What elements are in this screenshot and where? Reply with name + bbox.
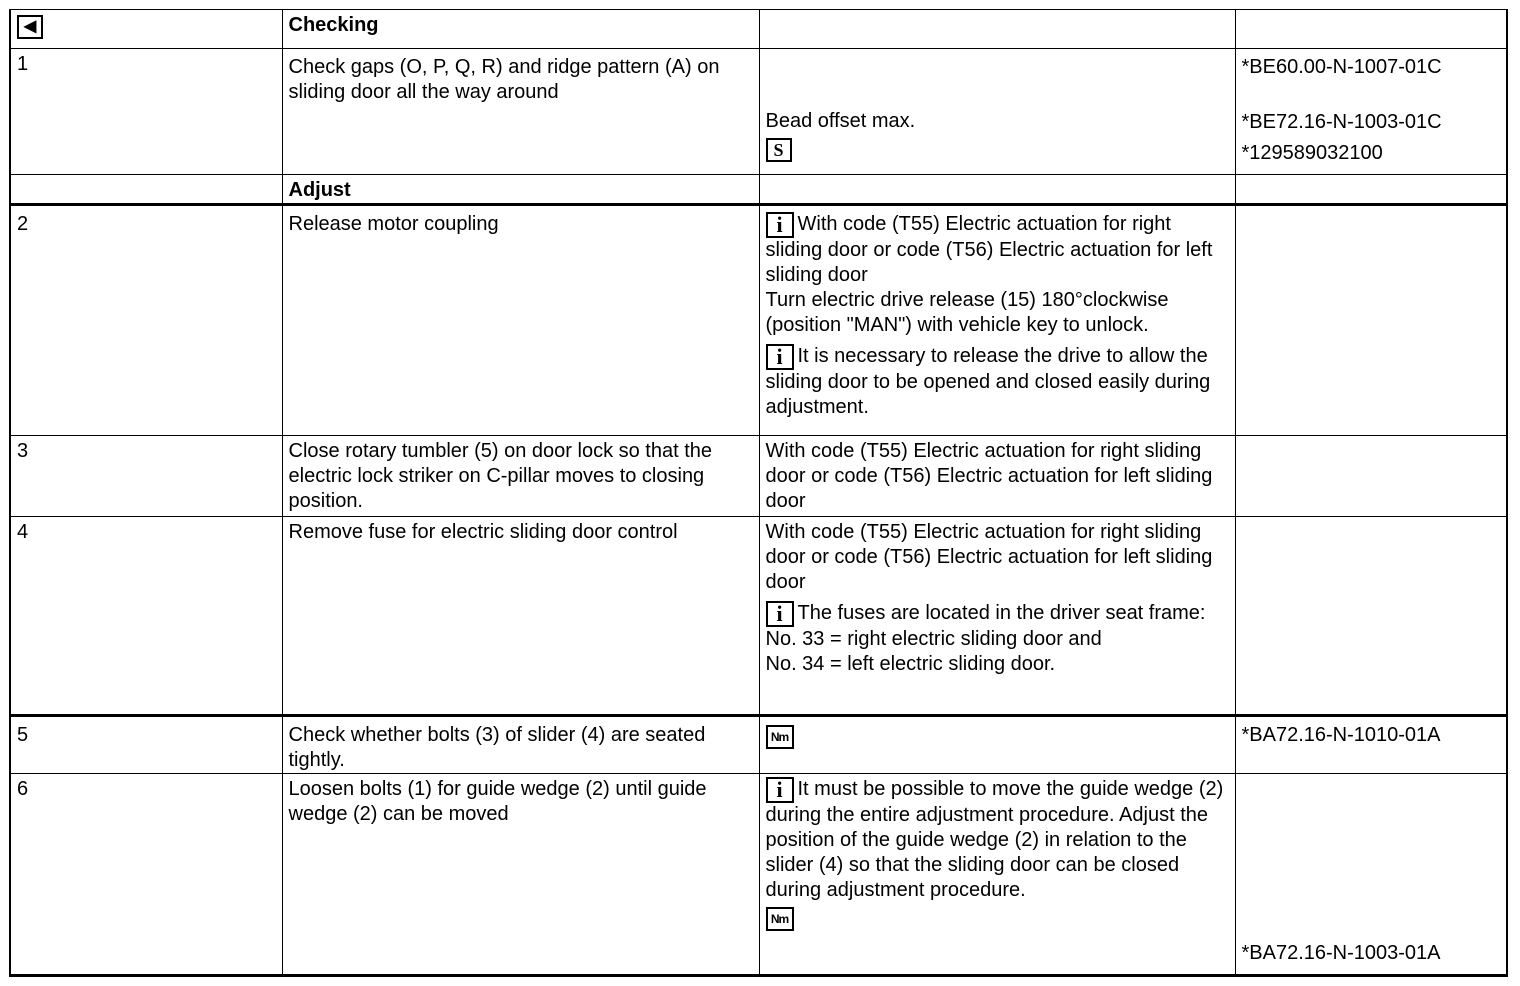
note-text: It is necessary to release the drive to allow the sliding door to be opened and closed easily during adjustment. <box>765 345 1211 418</box>
step-action: Check gaps (O, P, Q, R) and ridge pattern (A) on sliding door all the way around <box>282 49 759 175</box>
ref-link[interactable]: *BA72.16-N-1010-01A <box>1241 724 1441 746</box>
table-row-step-4 <box>10 517 1507 716</box>
note-text: With code (T55) Electric actuation for right sliding door or code (T56) Electric actuation for left sliding door <box>765 521 1213 593</box>
ref-link[interactable]: *BE60.00-N-1007-01C <box>1241 56 1442 78</box>
step-number: 4 <box>10 517 282 716</box>
table-row-step-6 <box>10 774 1507 976</box>
step-refs <box>1235 49 1507 175</box>
info-icon[interactable]: i <box>766 777 794 803</box>
step-number: 3 <box>10 436 282 517</box>
step-number: 2 <box>10 205 282 436</box>
ref-link[interactable]: *129589032100 <box>1241 142 1383 164</box>
section-title-checking: Checking <box>282 10 759 49</box>
torque-nm-icon[interactable]: Nm <box>766 725 794 749</box>
step-ref <box>1235 716 1507 774</box>
step-note <box>759 205 1235 436</box>
step-note <box>759 716 1235 774</box>
info-icon[interactable]: i <box>766 601 794 627</box>
note-text: No. 34 = left electric sliding door. <box>765 653 1056 675</box>
step-action: Check whether bolts (3) of slider (4) are seated tightly. <box>282 716 759 774</box>
step-number: 6 <box>10 774 282 976</box>
step-action: Close rotary tumbler (5) on door lock so that the electric lock striker on C-pillar moves to closing position. <box>282 436 759 517</box>
section-header-checking <box>10 10 1507 49</box>
ref-link[interactable]: *BE72.16-N-1003-01C <box>1241 111 1442 133</box>
back-cell <box>10 10 282 49</box>
step-note <box>759 774 1235 976</box>
special-tool-icon[interactable]: S <box>766 138 792 162</box>
step-note <box>759 517 1235 716</box>
back-triangle-icon[interactable]: ◀ <box>17 15 43 39</box>
ref-link[interactable]: *BA72.16-N-1003-01A <box>1241 942 1441 964</box>
note-text: It must be possible to move the guide wedge (2) during the entire adjustment procedure. Adjust the position of the guide wedge (2) in relation to the slider (4) so that the sliding door can be closed during adjustment procedure. <box>765 778 1224 901</box>
section-title-adjust: Adjust <box>282 175 759 205</box>
note-text: Turn electric drive release (15) 180°clockwise (position "MAN") with vehicle key to unlock. <box>765 289 1169 336</box>
step-number: 5 <box>10 716 282 774</box>
table-row-step-1 <box>10 49 1507 175</box>
note-text: With code (T55) Electric actuation for right sliding door or code (T56) Electric actuation for left sliding door <box>765 213 1213 286</box>
table-row-step-2 <box>10 205 1507 436</box>
procedure-table <box>9 9 1508 977</box>
step-action: Release motor coupling <box>282 205 759 436</box>
step-note <box>759 49 1235 175</box>
info-icon[interactable]: i <box>766 212 794 238</box>
step-action: Loosen bolts (1) for guide wedge (2) until guide wedge (2) can be moved <box>282 774 759 976</box>
table-row-step-3 <box>10 436 1507 517</box>
step-number: 1 <box>10 49 282 175</box>
section-header-adjust <box>10 175 1507 205</box>
note-text: No. 33 = right electric sliding door and <box>765 628 1102 650</box>
info-icon[interactable]: i <box>766 344 794 370</box>
step-action: Remove fuse for electric sliding door control <box>282 517 759 716</box>
note-text: The fuses are located in the driver seat frame: <box>797 602 1206 624</box>
step-note: With code (T55) Electric actuation for right sliding door or code (T56) Electric actuation for left sliding door <box>759 436 1235 517</box>
table-row-step-5 <box>10 716 1507 774</box>
bead-offset-label: Bead offset max. <box>765 110 916 132</box>
torque-nm-icon[interactable]: Nm <box>766 907 794 931</box>
step-ref <box>1235 774 1507 976</box>
